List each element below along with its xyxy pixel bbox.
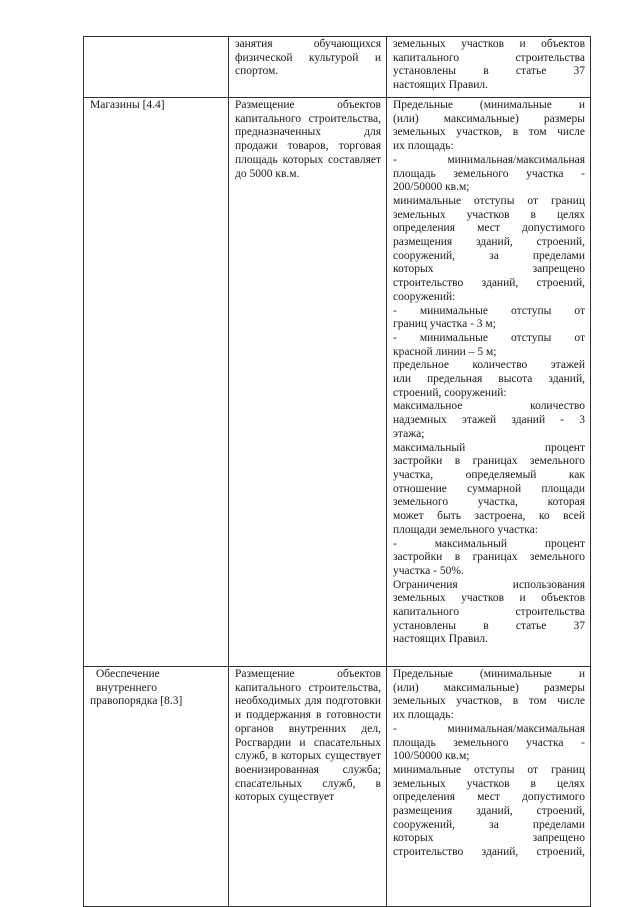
regulation-text-line: земельных участков, в том числе (393, 126, 585, 139)
regulation-text-line: установлены в статье 37 (393, 65, 585, 78)
use-type-name-cell (84, 667, 229, 907)
regulation-text-line: Предельные (минимальные и (393, 668, 585, 680)
use-description-cell: Размещение объектов капитального строительства, предназначенных для продажи товаров, торговая площадь которых составляет до 5000 кв.м. (229, 98, 387, 667)
regulation-text-line: Предельные (минимальные и (393, 99, 585, 111)
use-type-name-line: правопорядка [8.3] (90, 695, 183, 708)
regulation-text-line: настоящих Правил. (393, 633, 489, 646)
regulation-text-line: - минимальная/максимальная (393, 722, 585, 735)
regulation-text-line: земельных участков и объектов (393, 38, 585, 50)
regulation-text-line: - минимальные отступы от (393, 331, 585, 344)
regulation-text-line: установлены в статье 37 (393, 619, 585, 632)
zoning-regulations-table (83, 36, 591, 907)
use-description-cell: занятия обучающихся физической культурой и спортом. (229, 37, 387, 98)
regulation-text-line: земельных участков в целях (393, 208, 585, 221)
regulation-text-line: земельных участков и объектов (393, 592, 585, 605)
regulation-text-line: (или) максимальные) размеры (393, 112, 585, 125)
regulation-text-line: застройки в границах земельного (393, 551, 585, 564)
use-type-name-line: Магазины [4.4] (90, 99, 165, 111)
regulation-text-line: их площадь: (393, 140, 454, 153)
regulation-text-line: которых запрещено (393, 832, 585, 845)
regulation-text-line: этажа; (393, 427, 425, 440)
regulation-text-line: капитального строительства (393, 51, 585, 64)
regulation-text-line: площади земельного участка: (393, 523, 538, 536)
regulation-text-line: максимальное количество (393, 400, 585, 413)
use-type-name-cell (84, 37, 229, 98)
table-row (84, 667, 591, 907)
regulation-text-line: земельных участков в целях (393, 777, 585, 790)
regulation-text-line: которых запрещено (393, 263, 585, 276)
regulation-text-line: отношение суммарной площади (393, 482, 585, 495)
regulations-cell (387, 98, 591, 667)
table-row (84, 37, 591, 98)
regulation-text-line: максимальный процент (393, 441, 585, 454)
regulation-text-line: сооружений, за пределами (393, 818, 585, 831)
regulation-text-line: сооружений: (393, 290, 456, 303)
table-row (84, 98, 591, 667)
regulation-text-line: площадь земельного участка - (393, 736, 585, 749)
regulation-text-line: - минимальные отступы от (393, 304, 585, 317)
regulation-text-line: настоящих Правил. (393, 79, 489, 92)
regulation-text-line: (или) максимальные) размеры (393, 681, 585, 694)
regulation-text-line: надземных этажей зданий - 3 (393, 414, 585, 427)
regulation-text-line: площадь земельного участка - (393, 167, 585, 180)
regulation-text-line: строительство зданий, строений, (393, 846, 585, 859)
regulation-text-line: может быть застроена, ко всей (393, 510, 585, 523)
regulation-text-line: размещения зданий, строений, (393, 805, 585, 818)
regulation-text-line: минимальные отступы от границ (393, 763, 585, 776)
regulation-text-line: определения мест допустимого (393, 222, 585, 235)
regulation-text-line: их площадь: (393, 709, 454, 722)
regulation-text-line: размещения зданий, строений, (393, 236, 585, 249)
regulation-text-line: земельных участков, в том числе (393, 695, 585, 708)
regulation-text-line: - максимальный процент (393, 537, 585, 550)
regulation-text-line: участка - 50%. (393, 564, 464, 577)
regulation-text-line: капитального строительства (393, 606, 585, 619)
regulation-text-line: 100/50000 кв.м; (393, 750, 470, 763)
regulation-text-line: строений, сооружений: (393, 386, 507, 399)
use-type-name-cell (84, 98, 229, 667)
regulation-text-line: застройки в границах земельного (393, 455, 585, 468)
regulation-text-line: 200/50000 кв.м; (393, 181, 470, 194)
regulation-text-line: Ограничения использования (393, 578, 585, 591)
regulation-text-line: - минимальная/максимальная (393, 153, 585, 166)
regulation-text-line: границ участка - 3 м; (393, 318, 496, 331)
regulation-text-line: предельное количество этажей (393, 359, 585, 372)
use-description-cell: Размещение объектов капитального строительства, необходимых для подготовки и поддержания в готовности органов внутренних дел, Росгвардии и спасательных служб, в которых существует военизированная служба; спасательных служб, в которых существует (229, 667, 387, 907)
regulation-text-line: минимальные отступы от границ (393, 194, 585, 207)
regulation-text-line: строительство зданий, строений, (393, 277, 585, 290)
regulations-cell (387, 667, 591, 907)
regulations-cell (387, 37, 591, 98)
regulation-text-line: участка, определяемый как (393, 468, 585, 481)
regulation-text-line: определения мест допустимого (393, 791, 585, 804)
regulation-text-line: сооружений, за пределами (393, 249, 585, 262)
use-type-name-line: Обеспечение (96, 668, 160, 680)
regulation-text-line: или предельная высота зданий, (393, 373, 585, 386)
regulation-text-line: земельного участка, которая (393, 496, 585, 509)
regulation-text-line: красной линии – 5 м; (393, 345, 497, 358)
use-type-name-line: внутреннего (96, 681, 157, 694)
